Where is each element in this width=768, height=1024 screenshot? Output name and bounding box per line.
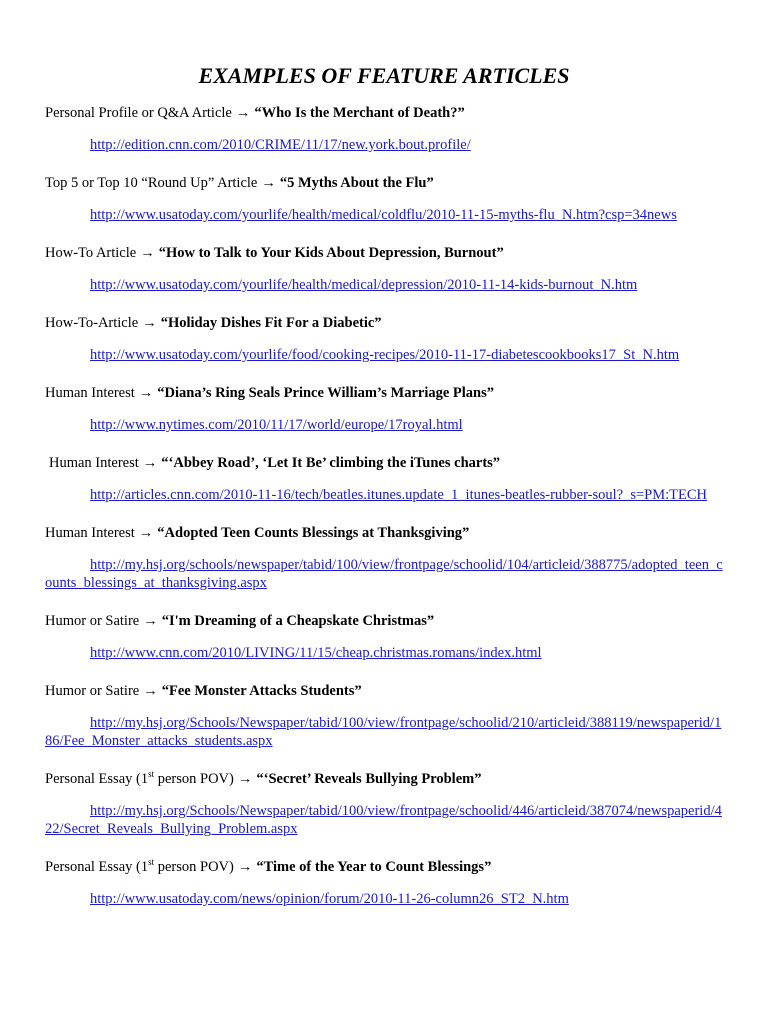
entry-heading-line <box>45 384 723 403</box>
entry-headline: “‘Abbey Road’, ‘Let It Be’ climbing the iTunes charts” <box>161 455 501 471</box>
entry-link[interactable]: http://my.hsj.org/Schools/Newspaper/tabid/100/view/frontpage/schoolid/446/articleid/387074/newspaperid/422/Secret_Reveals_Bullying_Problem.aspx <box>45 803 722 837</box>
arrow-right-icon: → <box>138 385 154 401</box>
entry-headline: “5 Myths About the Flu” <box>279 175 434 191</box>
arrow-right-icon: → <box>261 175 276 191</box>
entry-heading-line <box>45 174 723 193</box>
article-entry <box>45 384 723 434</box>
entry-link[interactable]: http://www.nytimes.com/2010/11/17/world/europe/17royal.html <box>90 417 463 433</box>
entry-link[interactable]: http://www.usatoday.com/yourlife/health/medical/coldflu/2010-11-15-myths-flu_N.htm?csp=34news <box>90 207 677 223</box>
arrow-right-icon: → <box>237 859 253 875</box>
article-entry <box>45 612 723 662</box>
article-entry <box>45 244 723 294</box>
article-entry <box>45 858 723 908</box>
entry-category: Human Interest <box>49 455 139 471</box>
entry-link[interactable]: http://edition.cnn.com/2010/CRIME/11/17/new.york.bout.profile/ <box>90 137 471 153</box>
entry-category: Top 5 or Top 10 “Round Up” Article <box>45 175 258 191</box>
article-entry <box>45 682 723 750</box>
entry-heading-line <box>45 104 723 123</box>
arrow-right-icon: → <box>140 245 155 261</box>
document-title: EXAMPLES OF FEATURE ARTICLES <box>198 63 570 88</box>
arrow-right-icon: → <box>143 683 158 699</box>
arrow-right-icon: → <box>142 315 157 331</box>
entry-category: How-To-Article <box>45 315 139 331</box>
entry-category: Personal Profile or Q&A Article <box>45 105 232 121</box>
article-entry <box>45 314 723 364</box>
entry-link[interactable]: http://my.hsj.org/Schools/Newspaper/tabid/100/view/frontpage/schoolid/210/articleid/388119/newspaperid/186/Fee_Monster_attacks_students.aspx <box>45 715 722 749</box>
entry-heading-line <box>45 524 723 543</box>
entry-headline: “I'm Dreaming of a Cheapskate Christmas” <box>161 613 435 629</box>
arrow-right-icon: → <box>142 455 158 471</box>
entry-headline: “Time of the Year to Count Blessings” <box>256 859 492 875</box>
arrow-right-icon: → <box>235 105 251 121</box>
entry-link[interactable]: http://www.usatoday.com/news/opinion/forum/2010-11-26-column26_ST2_N.htm <box>90 891 569 907</box>
entry-heading-line <box>45 612 723 631</box>
entry-category: Personal Essay (1st person POV) <box>45 769 234 787</box>
article-entry <box>45 770 723 838</box>
entry-category: Humor or Satire <box>45 683 140 699</box>
arrow-right-icon: → <box>143 613 158 629</box>
article-entry <box>45 524 723 592</box>
entry-headline: “Who Is the Merchant of Death?” <box>254 105 465 121</box>
entry-category: Humor or Satire <box>45 613 140 629</box>
entry-link[interactable]: http://articles.cnn.com/2010-11-16/tech/beatles.itunes.update_1_itunes-beatles-rubber-soul?_s=PM:TECH <box>90 487 708 503</box>
entry-heading-line <box>45 682 723 701</box>
entry-heading-line <box>45 454 723 473</box>
entry-link[interactable]: http://www.usatoday.com/yourlife/health/medical/depression/2010-11-14-kids-burnout_N.htm <box>90 277 638 293</box>
entry-headline: “Adopted Teen Counts Blessings at Thanksgiving” <box>157 525 470 541</box>
entry-heading-line <box>45 770 723 789</box>
entry-link[interactable]: http://www.usatoday.com/yourlife/food/cooking-recipes/2010-11-17-diabetescookbooks17_St_N.htm <box>90 347 680 363</box>
entry-headline: “Holiday Dishes Fit For a Diabetic” <box>160 315 382 331</box>
article-entry <box>45 174 723 224</box>
entry-headline: “‘Secret’ Reveals Bullying Problem” <box>256 771 482 787</box>
entry-headline: “Diana’s Ring Seals Prince William’s Marriage Plans” <box>157 385 495 401</box>
entry-category: How-To Article <box>45 245 137 261</box>
entry-heading-line <box>45 314 723 333</box>
entry-heading-line <box>45 244 723 263</box>
entry-heading-line <box>45 858 723 877</box>
entry-headline: “How to Talk to Your Kids About Depression, Burnout” <box>158 245 504 261</box>
entry-category: Human Interest <box>45 385 135 401</box>
entry-link[interactable]: http://www.cnn.com/2010/LIVING/11/15/cheap.christmas.romans/index.html <box>90 645 542 661</box>
arrow-right-icon: → <box>237 771 253 787</box>
arrow-right-icon: → <box>138 525 154 541</box>
entry-category: Personal Essay (1st person POV) <box>45 857 234 875</box>
article-entry <box>45 104 723 154</box>
article-entry <box>45 454 723 504</box>
entry-headline: “Fee Monster Attacks Students” <box>161 683 362 699</box>
entry-link[interactable]: http://my.hsj.org/schools/newspaper/tabid/100/view/frontpage/schoolid/104/articleid/388775/adopted_teen_counts_blessings_at_thanksgiving.aspx <box>45 557 723 591</box>
entry-category: Human Interest <box>45 525 135 541</box>
